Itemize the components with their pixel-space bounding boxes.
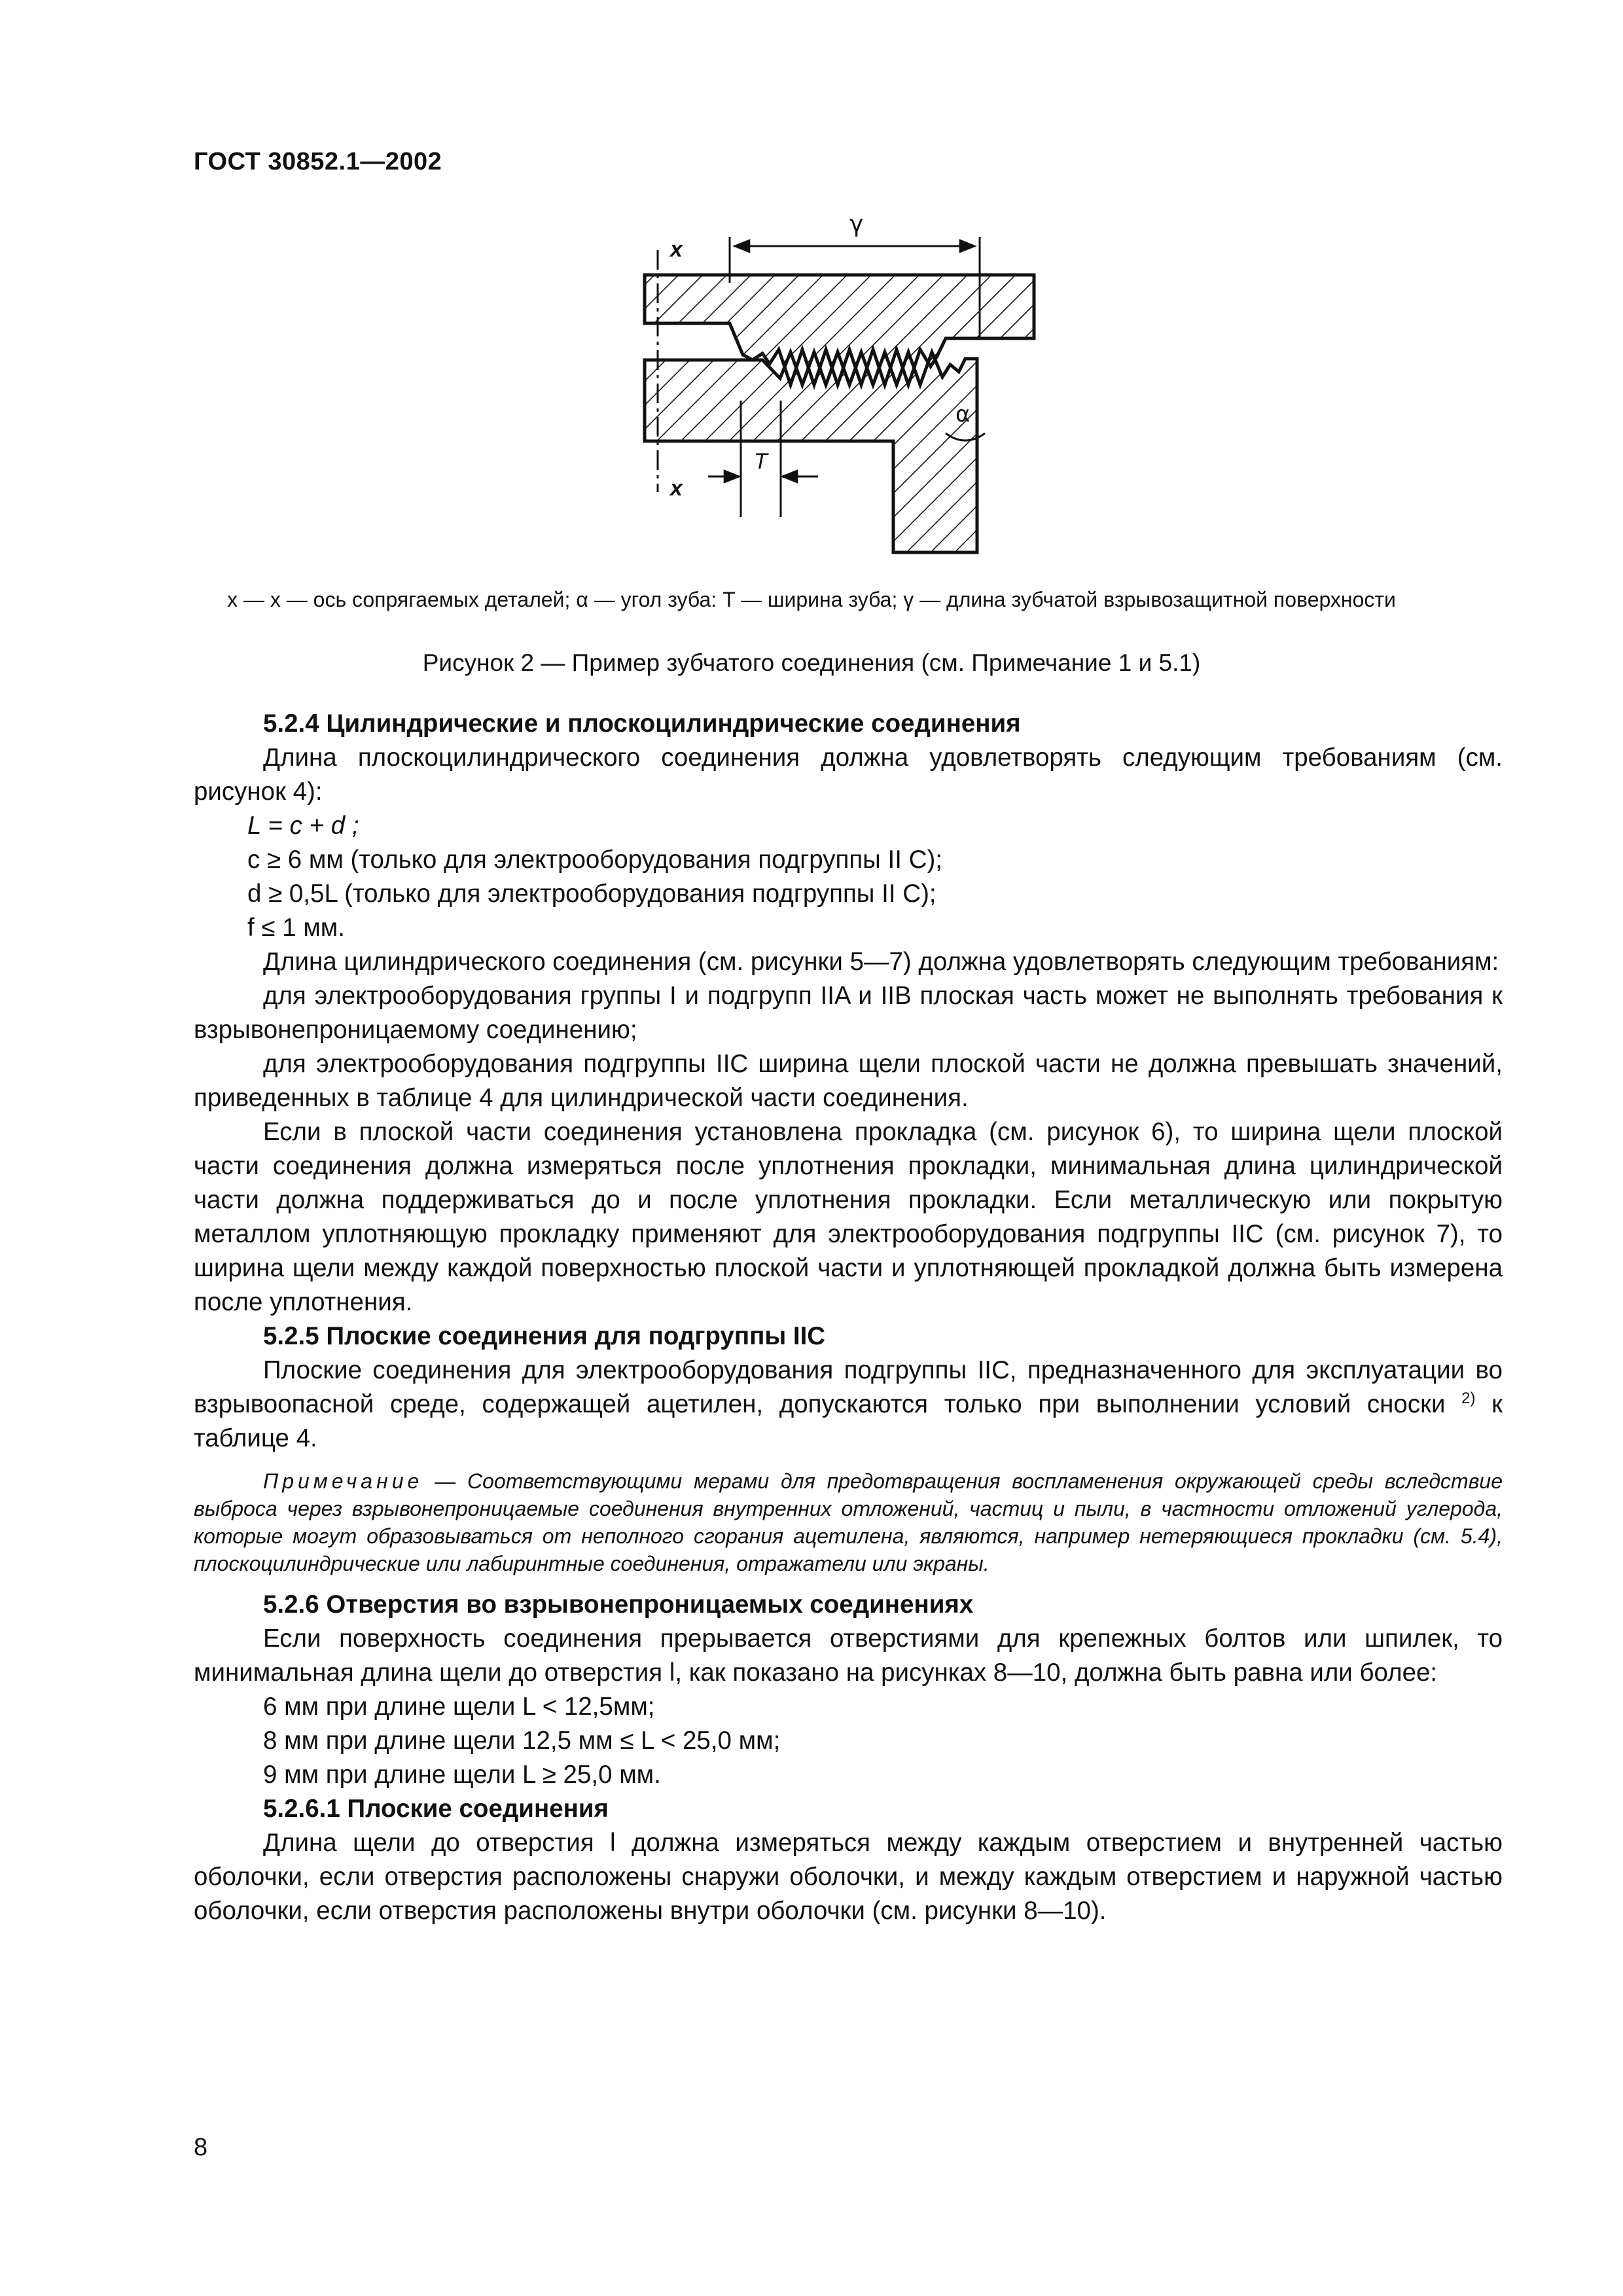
toothed-joint-figure (628, 204, 1099, 571)
document-body (194, 707, 1503, 1928)
note-label: Примечание (263, 1469, 423, 1493)
section-5-2-5-heading: 5.2.5 Плоские соединения для подгруппы IIC (263, 1322, 826, 1350)
paragraph: Длина цилиндрического соединения (см. рисунки 5—7) должна удовлетворять следующим требованиям: (263, 948, 1499, 976)
list-item: 9 мм при длине щели L ≥ 25,0 мм. (263, 1761, 661, 1789)
list-item: 8 мм при длине щели 12,5 мм ≤ L < 25,0 мм; (263, 1727, 781, 1755)
text: Плоские соединения для электрооборудования подгруппы IIC, предназначенного для эксплуатации во взрывоопасной среде, содержащей ацетилен, допускаются только при выполнении условий сноски (194, 1356, 1503, 1418)
page-number: 8 (194, 2134, 208, 2161)
list-item: 6 мм при длине щели L < 12,5мм; (263, 1693, 655, 1721)
text: к таблице 4. (194, 1390, 1503, 1452)
section-5-2-6-heading: 5.2.6 Отверстия во взрывонепроницаемых соединениях (263, 1590, 974, 1619)
gamma-label: γ (849, 211, 864, 238)
section-5-2-4-heading: 5.2.4 Цилиндрические и плоскоцилиндрические соединения (263, 709, 1021, 738)
formula-f: f ≤ 1 мм. (247, 914, 345, 942)
formula-c: c ≥ 6 мм (только для электрооборудования подгруппы II C); (247, 846, 942, 874)
footnote-ref: 2) (1461, 1390, 1476, 1408)
formula-d: d ≥ 0,5L (только для электрооборудования подгруппы II C); (247, 880, 936, 908)
paragraph (194, 1354, 1503, 1456)
note-text: — Соответствующими мерами для предотвращения воспламенения окружающей среды вследствие выброса через взрывонепроницаемые соединения внутренних отложений, частиц и пыли, в частности отложений углерода, которые могут образовываться от неполного сгорания ацетилена, являются, например нетеряющиеся прокладки (см. 5.4), плоскоцилиндрические или лабиринтные соединения, отражатели или экраны. (194, 1469, 1503, 1575)
figure-legend: x — x — ось сопрягаемых деталей; α — угол зуба: T — ширина зуба; γ — длина зубчатой взрывозащитной поверхности (227, 588, 1396, 611)
note (194, 1467, 1503, 1577)
alpha-label: α (955, 401, 971, 427)
formula-l: L = c + d ; (247, 812, 359, 840)
T-label: T (754, 449, 768, 474)
figure-caption: Рисунок 2 — Пример зубчатого соединения (см. Примечание 1 и 5.1) (422, 649, 1201, 676)
lower-part (645, 352, 977, 552)
x-bottom-label: x (670, 476, 683, 501)
paragraph: для электрооборудования подгруппы IIC ширина щели плоской части не должна превышать значений, приведенных в таблице 4 для цилиндрической части соединения. (194, 1050, 1503, 1112)
section-5-2-6-1-heading: 5.2.6.1 Плоские соединения (263, 1795, 609, 1823)
paragraph: Длина плоскоцилиндрического соединения должна удовлетворять следующим требованиям (см. рисунок 4): (194, 744, 1503, 806)
paragraph: Если в плоской части соединения установлена прокладка (см. рисунок 6), то ширина щели плоской части соединения должна измеряться после уплотнения прокладки, минимальная длина цилиндрической части должна поддерживаться до и после уплотнения прокладки. Если металлическую или покрытую металлом уплотняющую прокладку применяют для электрооборудования подгруппы IIC (см. рисунок 7), то ширина щели между каждой поверхностью плоской части и уплотняющей прокладкой должна быть измерена после уплотнения. (194, 1118, 1503, 1316)
paragraph: Если поверхность соединения прерывается отверстиями для крепежных болтов или шпилек, то минимальная длина щели до отверстия l, как показано на рисунках 8—10, должна быть равна или более: (194, 1624, 1503, 1687)
x-top-label: x (670, 237, 683, 262)
paragraph: Длина щели до отверстия l должна измеряться между каждым отверстием и внутренней частью оболочки, если отверстия расположены снаружи оболочки, и между каждым отверстием и наружной частью оболочки, если отверстия расположены внутри оболочки (см. рисунки 8—10). (194, 1829, 1503, 1925)
paragraph: для электрооборудования группы I и подгрупп IIA и IIB плоская часть может не выполнять требования к взрывонепроницаемому соединению; (194, 982, 1503, 1044)
document-header: ГОСТ 30852.1—2002 (194, 148, 442, 175)
